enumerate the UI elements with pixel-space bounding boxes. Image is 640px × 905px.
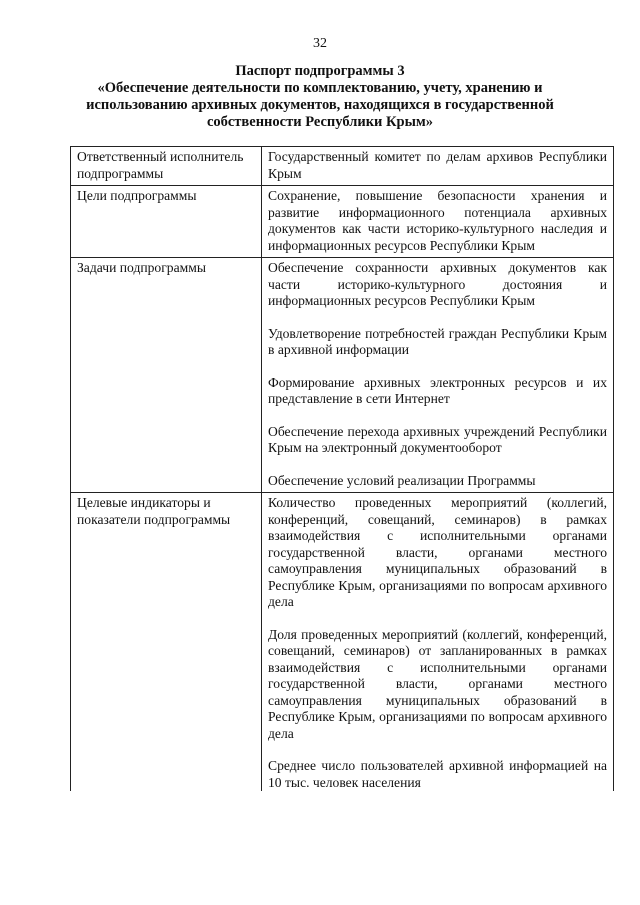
value-paragraph: Удовлетворение потребностей граждан Республики Крым в архивной информации (268, 325, 607, 357)
value-paragraph: Доля проведенных мероприятий (коллегий, конференций, совещаний, семинаров) от запланированных в рамках взаимодействия с исполнительными органами государственной власти, органами местного самоуправления муниципальных образований в Республике Крым, организациями по вопросам архивного дела (268, 626, 607, 741)
value-paragraph: Сохранение, повышение безопасности хранения и развитие информационного потенциала архивных документов как части историко-культурного наследия и информационных ресурсов Республики Крым (268, 188, 607, 253)
row-value (262, 186, 614, 258)
row-value (262, 493, 614, 792)
title-line: Паспорт подпрограммы 3 (235, 63, 405, 79)
passport-table (70, 146, 614, 791)
title-line: «Обеспечение деятельности по комплектованию, учету, хранению и (97, 80, 543, 96)
table-row (71, 258, 614, 493)
value-paragraph: Обеспечение условий реализации Программы (268, 472, 536, 488)
value-paragraph: Обеспечение сохранности архивных документов как части историко-культурного достояния и информационных ресурсов Республики Крым (268, 260, 607, 308)
page-number: 32 (313, 36, 327, 51)
value-paragraph: Обеспечение перехода архивных учреждений Республики Крым на электронный документооборот (268, 423, 607, 455)
value-paragraph: Формирование архивных электронных ресурсов и их представление в сети Интернет (268, 374, 607, 406)
document-title (50, 63, 590, 131)
value-paragraph: Количество проведенных мероприятий (коллегий, конференций, совещаний, семинаров) в рамках взаимодействия с исполнительными органами государственной власти, органами местного самоуправления муниципальных образований в Республике Крым, организациями по вопросам архивного дела (268, 495, 607, 609)
title-line: собственности Республики Крым» (206, 114, 434, 130)
row-label: Целевые индикаторы и показатели подпрограммы (71, 493, 262, 792)
row-label: Задачи подпрограммы (71, 258, 262, 493)
table-row (71, 186, 614, 258)
value-paragraph: Среднее число пользователей архивной информацией на 10 тыс. человек населения (268, 758, 607, 790)
title-line: использованию архивных документов, находящихся в государственной (86, 97, 554, 113)
row-label: Ответственный исполнитель подпрограммы (71, 147, 262, 186)
value-paragraph: Государственный комитет по делам архивов Республики Крым (268, 149, 607, 181)
row-value (262, 258, 614, 493)
table-row (71, 147, 614, 186)
row-value (262, 147, 614, 186)
table-row (71, 493, 614, 792)
row-label: Цели подпрограммы (71, 186, 262, 258)
